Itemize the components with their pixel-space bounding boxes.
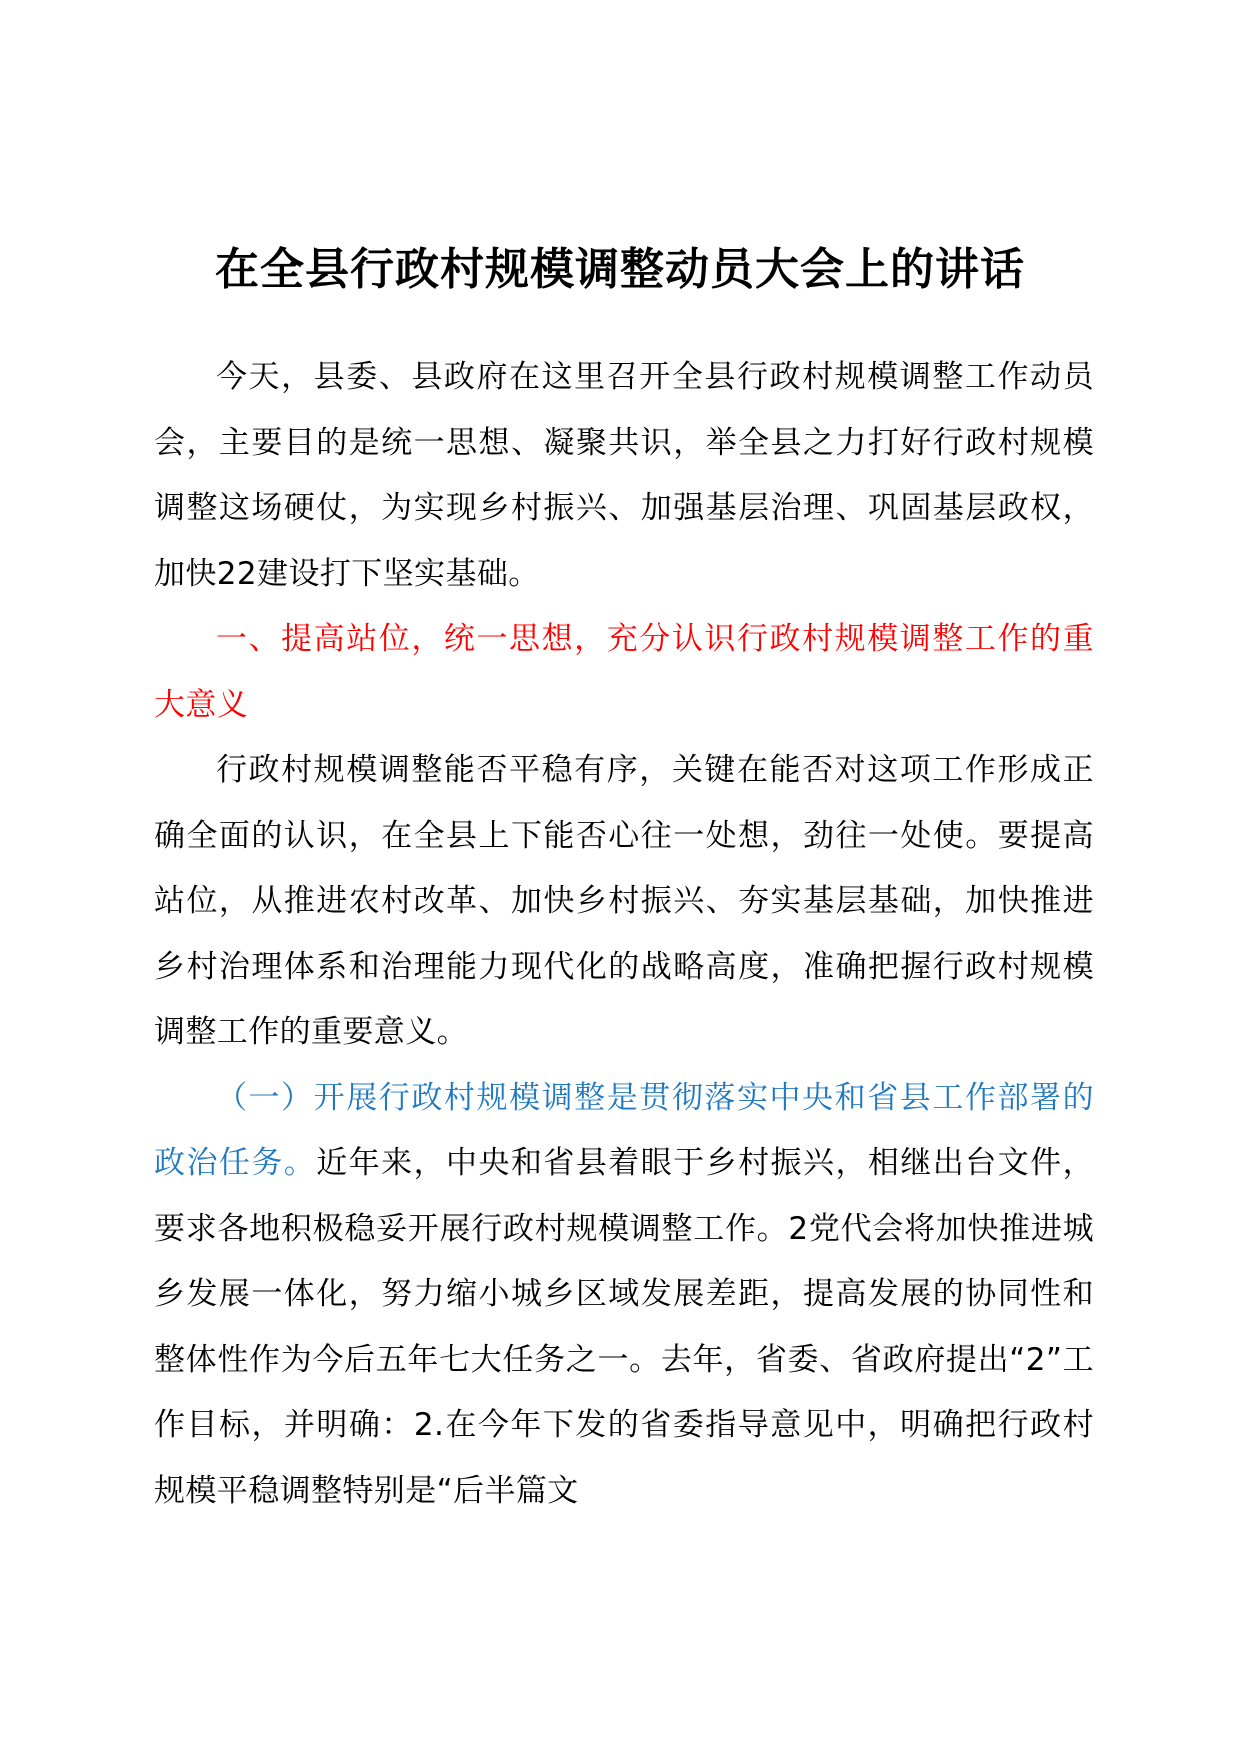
section-1-heading: 一、提高站位，统一思想，充分认识行政村规模调整工作的重大意义: [154, 621, 1094, 723]
document-body: [154, 345, 1094, 1524]
section-1-paragraph: 行政村规模调整能否平稳有序，关键在能否对这项工作形成正确全面的认识，在全县上下能否心往一处想，劲往一处使。要提高站位，从推进农村改革、加快乡村振兴、夯实基层基础，加快推进乡村治理体系和治理能力现代化的战略高度，准确把握行政村规模调整工作的重要意义。: [154, 752, 1094, 1050]
subsection-1-heading: （一）开展行政村规模调整是贯彻落实中央和省县工作部署的政治任务。: [154, 1079, 1094, 1181]
subsection-1-paragraph: [154, 1066, 1094, 1525]
intro-paragraph: 今天，县委、县政府在这里召开全县行政村规模调整工作动员会，主要目的是统一思想、凝聚共识，举全县之力打好行政村规模调整这场硬仗，为实现乡村振兴、加强基层治理、巩固基层政权，加快22建设打下坚实基础。: [154, 359, 1094, 592]
document-title: 在全县行政村规模调整动员大会上的讲话: [215, 244, 1025, 295]
subsection-1-body: 近年来，中央和省县着眼于乡村振兴，相继出台文件，要求各地积极稳妥开展行政村规模调整工作。2党代会将加快推进城乡发展一体化，努力缩小城乡区域发展差距，提高发展的协同性和整体性作为今后五年七大任务之一。去年，省委、省政府提出“2”工作目标，并明确：2.在今年下发的省委指导意见中，明确把行政村规模平稳调整特别是“后半篇文: [154, 1145, 1094, 1509]
